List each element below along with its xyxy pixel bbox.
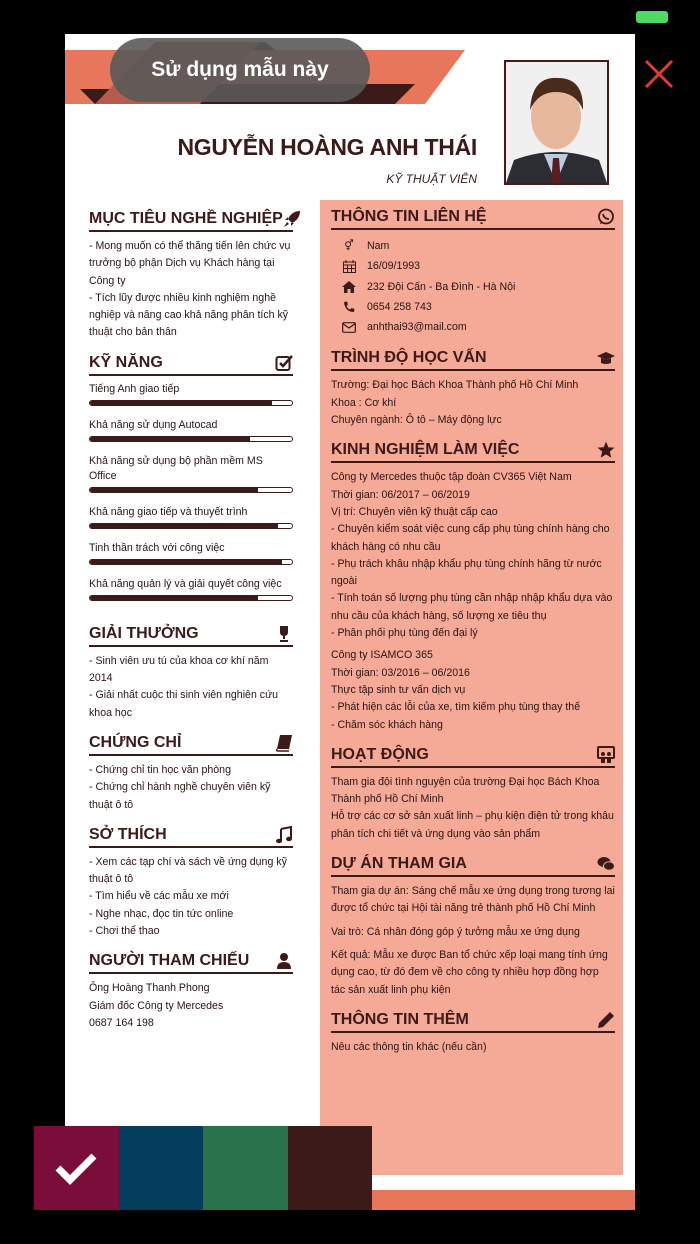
home-icon <box>341 280 357 294</box>
award-line: - Giải nhất cuộc thi sinh viên nghiên cứu khoa học <box>89 689 279 719</box>
color-swatch-maroon[interactable] <box>34 1126 119 1210</box>
objective-line: - Tích lũy được nhiều kinh nghiệm nghề nghiệp và nâng cao khả năng phân tích kỹ thuật cho bản thân <box>89 291 289 339</box>
section-title: GIẢI THƯỞNG <box>89 624 199 642</box>
extra-line: Nêu các thông tin khác (nếu cần) <box>331 1040 487 1053</box>
color-swatch-green[interactable] <box>203 1126 288 1210</box>
right-column-content <box>331 208 615 1056</box>
skill-label: Tiếng Anh giao tiếp <box>89 382 180 395</box>
job-line: Vị trí: Chuyên viên kỹ thuật cấp cao <box>331 505 498 518</box>
job-line: Công ty Mercedes thuộc tập đoàn CV365 Việt Nam <box>331 471 572 484</box>
skill-item <box>89 418 293 442</box>
reference-line: Ông Hoàng Thanh Phong <box>89 982 210 995</box>
gender-icon: ⚥ <box>344 240 354 253</box>
left-column <box>89 210 293 1032</box>
close-icon <box>643 58 675 90</box>
certificate-line: - Chứng chỉ tin học văn phòng <box>89 763 231 776</box>
section-extra <box>331 1011 615 1056</box>
job-line: - Tính toán số lượng phụ tùng cần nhập nhập khẩu dựa vào nhu cầu của khách hàng, số lượng xe tiêu thụ <box>331 592 613 622</box>
wechat-icon <box>597 855 615 873</box>
activity-line: Tham gia đội tình nguyện của trường Đại học Bách Khoa Thành phố Hồ Chí Minh <box>331 775 600 806</box>
check-icon <box>34 1126 118 1210</box>
section-education <box>331 349 615 429</box>
hobby-line: - Nghe nhạc, đọc tin tức online <box>89 907 234 920</box>
birthday-value: 16/09/1993 <box>367 260 421 273</box>
job-line: Thời gian: 03/2016 – 06/2016 <box>331 666 470 679</box>
skill-bar-fill <box>90 488 258 492</box>
phone-icon <box>341 300 357 314</box>
section-references <box>89 952 293 1032</box>
section-title: SỞ THÍCH <box>89 825 167 843</box>
section-title: DỰ ÁN THAM GIA <box>331 855 467 873</box>
battery-indicator <box>636 11 668 23</box>
hobby-line: - Xem các tạp chí và sách về ứng dụng kỹ thuật ô tô <box>89 855 287 886</box>
section-objective <box>89 210 293 342</box>
skill-item <box>89 382 293 406</box>
close-button[interactable] <box>643 58 675 90</box>
star-icon <box>597 441 615 459</box>
profile-photo <box>504 60 609 185</box>
skill-item <box>89 541 293 565</box>
hobby-line: - Chơi thể thao <box>89 925 160 938</box>
phone-value: 0654 258 743 <box>367 301 432 314</box>
education-line: Khoa : Cơ khí <box>331 396 397 409</box>
job-line: - Phụ trách khâu nhập khẩu phụ tùng chính hãng từ nước ngoài <box>331 557 602 588</box>
use-template-button[interactable]: Sử dụng mẫu này <box>110 38 370 102</box>
section-contact <box>331 208 615 337</box>
email-value: anhthai93@mail.com <box>367 321 467 334</box>
skill-bar-fill <box>90 401 272 405</box>
section-title: THÔNG TIN LIÊN HỆ <box>331 208 487 225</box>
section-title: NGƯỜI THAM CHIẾU <box>89 952 250 970</box>
whatsapp-icon <box>597 208 615 226</box>
contact-gender <box>331 236 615 256</box>
skill-bar <box>89 559 293 565</box>
contact-email <box>331 317 615 337</box>
job-line: Thời gian: 06/2017 – 06/2019 <box>331 488 470 501</box>
section-title: TRÌNH ĐỘ HỌC VẤN <box>331 349 487 367</box>
contact-phone <box>331 297 615 317</box>
trophy-icon <box>275 625 293 643</box>
job-line: Thực tập sinh tư vấn dịch vụ <box>331 683 466 696</box>
award-line: - Sinh viên ưu tú của khoa cơ khí năm 2014 <box>89 654 269 685</box>
skill-bar-fill <box>90 524 278 528</box>
skill-bar <box>89 400 293 406</box>
color-swatch-navy[interactable] <box>119 1126 204 1210</box>
pencil-icon <box>597 1011 615 1029</box>
skill-bar <box>89 487 293 493</box>
project-line: Kết quả: Mẫu xe được Ban tổ chức xếp loại mang tính ứng dụng cao, từ đó đem về cho công ty nhiều hợp đồng hợp tác sản xuất linh phụ kiện <box>331 948 608 996</box>
job-line: - Phát hiện các lỗi của xe, tìm kiếm phụ tùng thay thế <box>331 701 581 714</box>
address-value: 232 Đội Cấn - Ba Đình - Hà Nội <box>367 280 516 293</box>
education-line: Chuyên ngành: Ô tô – Máy động lực <box>331 414 502 427</box>
section-projects <box>331 855 615 999</box>
skill-label: Khả năng quản lý và giải quyết công việc <box>89 577 282 590</box>
footer-strip <box>370 1190 635 1210</box>
skill-item <box>89 577 293 601</box>
user-icon <box>275 952 293 970</box>
section-experience <box>331 441 615 733</box>
section-title: KINH NGHIỆM LÀM VIỆC <box>331 441 520 459</box>
skill-label: Khả năng sử dụng bộ phần mềm MS Office <box>89 454 263 482</box>
activity-line: Hỗ trợ các cơ sở sản xuất linh – phụ kiện điện tử trong khâu phân tích chi tiết và ứng dụng vào sản phẩm <box>331 810 614 840</box>
presentation-icon <box>597 746 615 764</box>
job-line: Công ty ISAMCO 365 <box>331 649 433 662</box>
hobby-line: - Tìm hiểu về các mẫu xe mới <box>89 890 229 903</box>
contact-birthday <box>331 256 615 276</box>
calendar-icon <box>341 259 357 273</box>
section-title: THÔNG TIN THÊM <box>331 1010 469 1028</box>
skill-item <box>89 454 293 493</box>
section-title: CHỨNG CHỈ <box>89 733 182 751</box>
color-swatch-brown[interactable] <box>288 1126 373 1210</box>
skill-bar <box>89 523 293 529</box>
skill-label: Khả năng sử dụng Autocad <box>89 418 218 431</box>
skill-bar <box>89 436 293 442</box>
candidate-name: NGUYỄN HOÀNG ANH THÁI <box>177 134 477 160</box>
book-icon <box>275 734 293 752</box>
cv-preview <box>65 34 635 1210</box>
gender-value: Nam <box>367 240 390 253</box>
reference-line: 0687 164 198 <box>89 1016 154 1029</box>
skill-bar-fill <box>90 437 250 441</box>
checkbox-icon <box>275 354 293 372</box>
section-activities <box>331 746 615 843</box>
rocket-icon <box>283 210 301 228</box>
skill-item <box>89 505 293 529</box>
section-hobbies <box>89 826 293 940</box>
reference-line: Giám đốc Công ty Mercedes <box>89 999 224 1012</box>
job-line: - Phân phối phụ tùng đến đại lý <box>331 627 478 640</box>
section-awards <box>89 625 293 722</box>
certificate-line: - Chứng chỉ hành nghề chuyên viên kỹ thuật ô tô <box>89 781 271 811</box>
skill-bar <box>89 595 293 601</box>
objective-line: - Mong muốn có thể thăng tiến lên chức vụ trưởng bộ phận Dịch vụ Khách hàng tại Công ty <box>89 240 291 287</box>
music-icon <box>275 826 293 844</box>
project-line: Vai trò: Cá nhân đóng góp ý tưởng mẫu xe ứng dụng <box>331 925 580 938</box>
section-title: HOẠT ĐỘNG <box>331 745 429 763</box>
skill-label: Tinh thần trách với công việc <box>89 541 225 554</box>
graduation-cap-icon <box>597 349 615 367</box>
skill-bar-fill <box>90 560 282 564</box>
section-certificates <box>89 734 293 814</box>
section-skills <box>89 354 293 613</box>
job-line: - Chăm sóc khách hàng <box>331 718 443 731</box>
section-title: KỸ NĂNG <box>89 353 163 371</box>
job-entry <box>331 469 615 642</box>
job-title: KỸ THUẬT VIÊN <box>386 172 477 186</box>
education-line: Trường: Đại học Bách Khoa Thành phố Hồ Chí Minh <box>331 379 579 392</box>
mail-icon <box>341 320 357 334</box>
contact-address <box>331 277 615 297</box>
section-title: MỤC TIÊU NGHỀ NGHIỆP <box>89 210 283 227</box>
job-line: - Chuyên kiểm soát việc cung cấp phụ tùng chính hàng cho khách hàng có nhu cầu <box>331 523 610 553</box>
skill-bar-fill <box>90 596 258 600</box>
job-entry <box>331 647 615 733</box>
skill-label: Khả năng giao tiếp và thuyết trình <box>89 505 248 518</box>
project-line: Tham gia dự án: Sáng chế mẫu xe ứng dụng trong tương lai được tổ chức tại Hội tài năng trẻ thành phố Hồ Chí Minh <box>331 885 615 915</box>
